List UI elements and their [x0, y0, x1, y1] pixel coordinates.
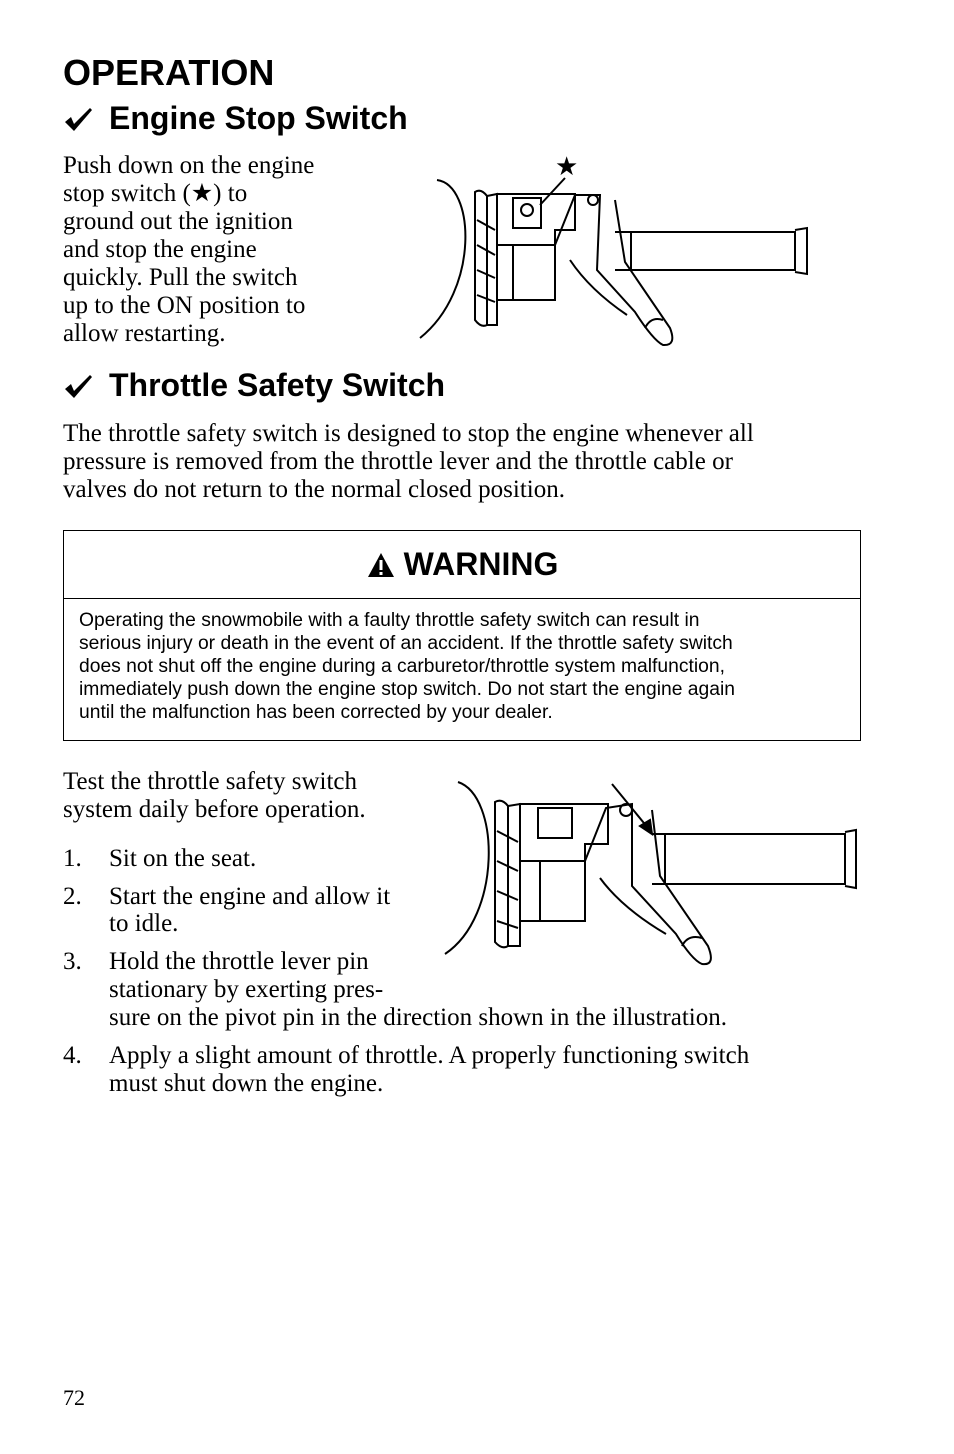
text-line: Push down on the engine: [63, 152, 315, 179]
text-line: system daily before operation.: [63, 796, 366, 823]
step-number: 3.: [63, 948, 82, 975]
list-item: [63, 845, 903, 873]
text-line: and stop the engine: [63, 236, 257, 263]
throttle-pivot-pin-illustration: [440, 776, 865, 976]
step-text: Hold the throttle lever pin: [109, 948, 369, 975]
warning-title: WARNING: [403, 546, 559, 582]
step-number: 1.: [63, 845, 82, 872]
page-number: 72: [63, 1385, 85, 1410]
step-text: to idle.: [109, 910, 179, 937]
engine-stop-switch-illustration: [415, 150, 815, 355]
warning-box: [63, 530, 861, 741]
text-line: up to the ON position to: [63, 292, 306, 319]
text-line: ground out the ignition: [63, 208, 293, 235]
text-line: serious injury or death in the event of an accident. If the throttle safety switch: [79, 633, 733, 654]
handlebar-control-drawing: [415, 150, 815, 355]
text-line: immediately push down the engine stop switch. Do not start the engine again: [79, 679, 735, 700]
engine-stop-heading: [63, 100, 408, 137]
step-text: sure on the pivot pin in the direction shown in the illustration.: [109, 1004, 727, 1031]
list-item: [63, 883, 903, 939]
step-text: Start the engine and allow it: [109, 883, 391, 910]
text-line: Test the throttle safety switch: [63, 768, 358, 795]
throttle-safety-heading-text: Throttle Safety Switch: [109, 367, 446, 403]
warning-header: [64, 531, 860, 599]
throttle-intro-paragraph: [63, 420, 754, 504]
step-text: Sit on the seat.: [109, 845, 257, 872]
text-line: until the malfunction has been corrected by your dealer.: [79, 702, 553, 723]
text-line: pressure is removed from the throttle lever and the throttle cable or: [63, 448, 733, 475]
text-line: does not shut off the engine during a carburetor/throttle system malfunction,: [79, 656, 725, 677]
step-number: 4.: [63, 1042, 82, 1069]
text-line: quickly. Pull the switch: [63, 264, 298, 291]
text-line: stop switch (★) to: [63, 180, 248, 207]
text-line: The throttle safety switch is designed to stop the engine whenever all: [63, 420, 754, 447]
throttle-safety-heading: [63, 367, 445, 404]
step-text: must shut down the engine.: [109, 1070, 384, 1097]
step-number: 2.: [63, 883, 82, 910]
text-line: Operating the snowmobile with a faulty throttle safety switch can result in: [79, 610, 700, 631]
engine-stop-heading-text: Engine Stop Switch: [109, 100, 408, 136]
check-mark-icon: [63, 104, 93, 134]
warning-triangle-icon: [366, 551, 396, 579]
list-item: [63, 948, 903, 1032]
text-line: allow restarting.: [63, 320, 226, 347]
step-text: Apply a slight amount of throttle. A properly functioning switch: [109, 1042, 750, 1069]
engine-stop-paragraph: [63, 152, 314, 348]
star-marker: ★: [555, 152, 579, 181]
warning-text: [64, 599, 860, 724]
test-intro-paragraph: [63, 768, 366, 824]
text-line: valves do not return to the normal closed position.: [63, 476, 565, 503]
check-mark-icon: [63, 371, 93, 401]
list-item: [63, 1042, 903, 1098]
section-title: OPERATION: [63, 52, 275, 93]
step-text: stationary by exerting pres-: [109, 976, 384, 1003]
handlebar-control-drawing: [440, 776, 865, 976]
